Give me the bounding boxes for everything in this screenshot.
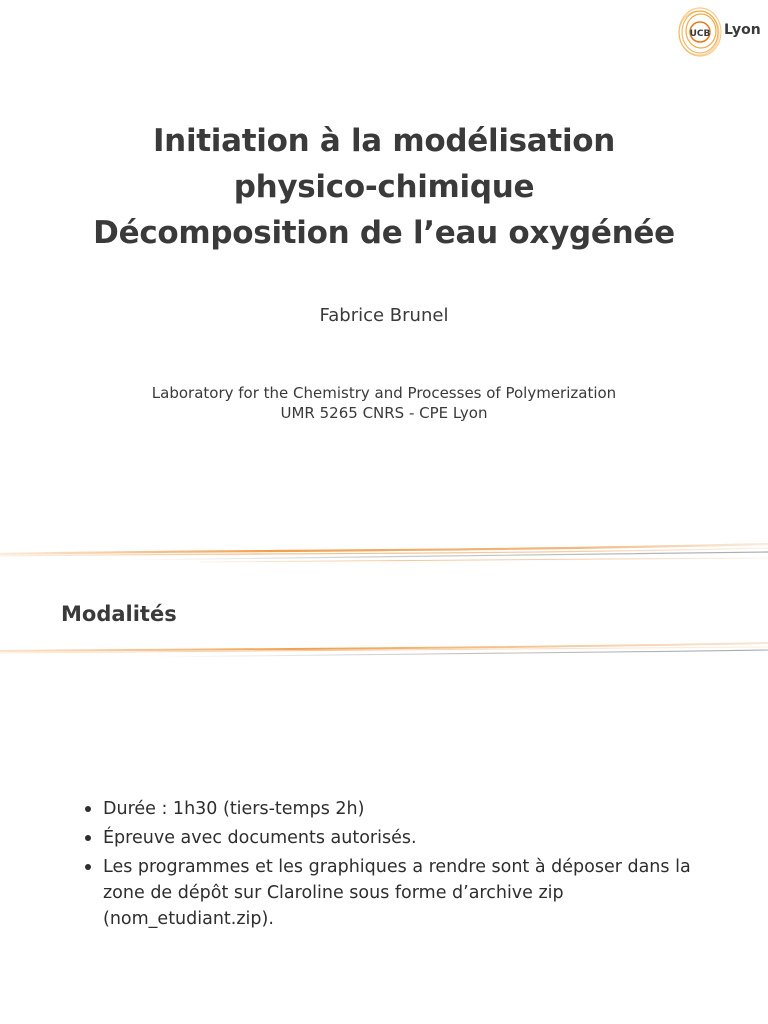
presentation-title bbox=[0, 118, 768, 256]
title-line-2: physico-chimique bbox=[233, 169, 535, 205]
section-title: Modalités bbox=[61, 602, 177, 626]
ucbl-sun-logo-icon bbox=[676, 4, 724, 60]
bullet-text-duration: Durée : 1h30 (tiers-temps 2h) bbox=[103, 799, 365, 819]
ucbl-lyon-logo bbox=[676, 4, 766, 60]
logo-text: Lyon bbox=[724, 22, 761, 38]
author-name: Fabrice Brunel bbox=[319, 305, 449, 326]
list-item bbox=[78, 854, 718, 932]
affiliation-line-2: UMR 5265 CNRS - CPE Lyon bbox=[280, 404, 488, 422]
decorative-swoosh-bottom bbox=[0, 637, 768, 667]
affiliation-line-1: Laboratory for the Chemistry and Processes of Polymerization bbox=[151, 384, 617, 402]
bullet-text-submission: Les programmes et les graphiques a rendre sont à déposer dans la zone de dépôt sur Claroline sous forme d’archive zip (nom_etudiant.zip). bbox=[103, 857, 691, 929]
svg-text:UCB: UCB bbox=[689, 29, 711, 39]
bullet-text-documents: Épreuve avec documents autorisés. bbox=[103, 828, 417, 848]
decorative-swoosh-top bbox=[0, 540, 768, 570]
affiliation bbox=[0, 383, 768, 423]
modalites-list bbox=[78, 796, 718, 935]
list-item bbox=[78, 825, 718, 851]
list-item bbox=[78, 796, 718, 822]
title-line-3: Décomposition de l’eau oxygénée bbox=[93, 215, 675, 251]
title-line-1: Initiation à la modélisation bbox=[152, 123, 616, 159]
